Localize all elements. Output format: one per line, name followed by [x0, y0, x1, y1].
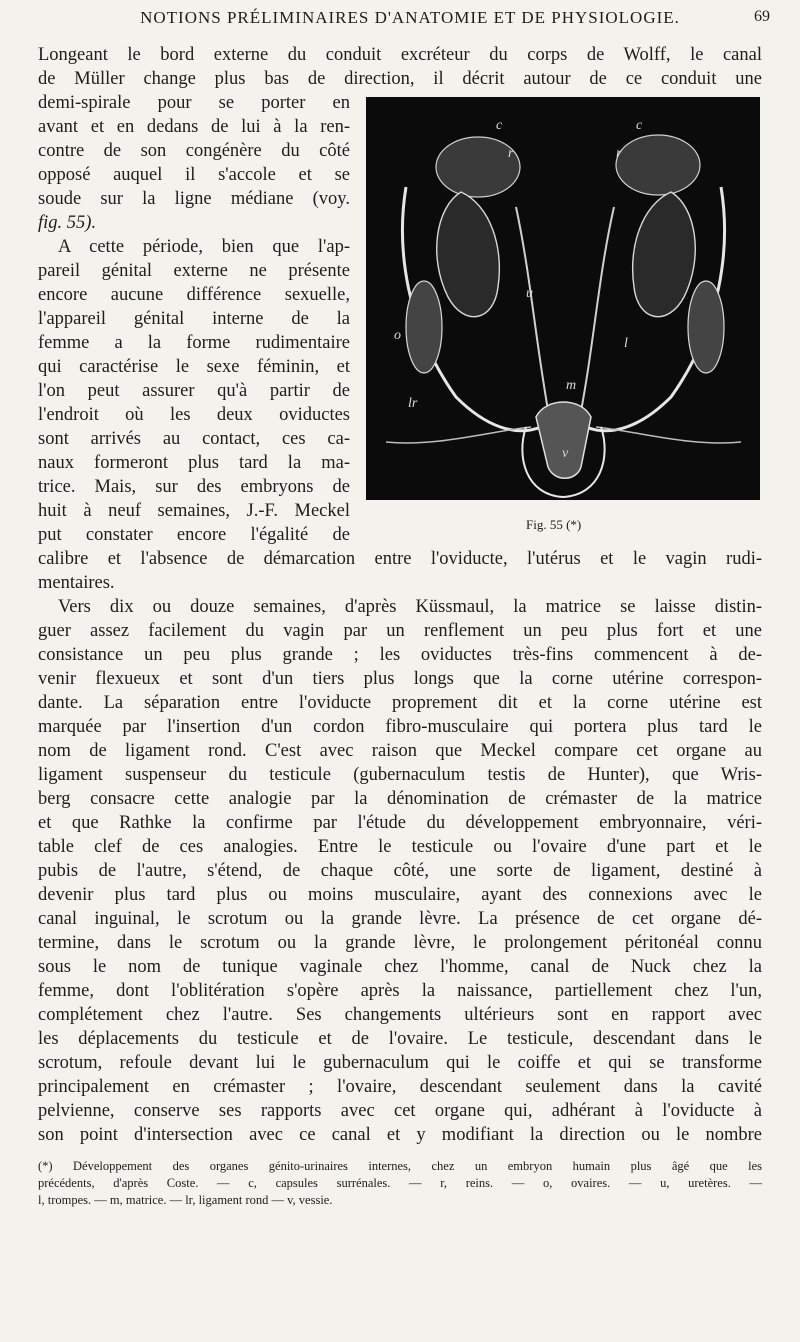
body-line: femme, dont l'oblitération s'opère après la naissance, partiellement chez l'un,: [38, 981, 762, 1001]
body-line: venir flexueux et sont d'un tiers plus longs que la corne utérine correspon-: [38, 669, 762, 689]
body-line: contre de son congénère du côté: [38, 141, 350, 161]
body-line: avant et en dedans de lui à la ren-: [38, 117, 350, 137]
body-line: opposé auquel il s'accole et se: [38, 165, 350, 185]
body-line: soude sur la ligne médiane (voy.: [38, 189, 350, 209]
body-line: de Müller change plus bas de direction, il décrit autour de ce conduit une: [38, 69, 762, 89]
body-line: Vers dix ou douze semaines, d'après Küssmaul, la matrice se laisse distin-: [58, 597, 762, 617]
embryo-organs-illustration: [366, 97, 760, 500]
body-line: nom de ligament rond. C'est avec raison que Meckel compare cet organe au: [38, 741, 762, 761]
running-head: NOTIONS PRÉLIMINAIRES D'ANATOMIE ET DE PHYSIOLOGIE.: [140, 8, 680, 27]
body-line: termine, dans le scrotum ou la grande lèvre, le prolongement péritonéal connu: [38, 933, 762, 953]
body-line: pelvienne, conserve ses rapports avec cet organe qui, adhérant à l'oviducte à: [38, 1101, 762, 1121]
figure-caption: Fig. 55 (*): [526, 517, 582, 532]
figure-label: r: [616, 146, 622, 161]
body-line: A cette période, bien que l'ap-: [58, 237, 350, 257]
figure-label: u: [526, 286, 533, 301]
body-line: l'on peut assurer qu'à partir de: [38, 381, 350, 401]
body-line: mentaires.: [38, 573, 115, 593]
anatomical-figure: [366, 97, 760, 500]
body-line: femme a la forme rudimentaire: [38, 333, 350, 353]
body-line: dante. La séparation entre l'oviducte proprement dit et la corne utérine est: [38, 693, 762, 713]
body-line: consistance un peu plus grande ; les oviductes très-fins commencent à de-: [38, 645, 762, 665]
body-line: guer assez facilement du vagin par un renflement un peu plus fort et une: [38, 621, 762, 641]
figure-label: lr: [408, 396, 418, 411]
body-line: les déplacements du testicule et de l'ovaire. Le testicule, descendant dans le: [38, 1029, 762, 1049]
body-line: principalement en crémaster ; l'ovaire, descendant seulement dans la cavité: [38, 1077, 762, 1097]
figure-label: v: [562, 446, 569, 461]
figure-label: r: [508, 146, 514, 161]
body-line: demi-spirale pour se porter en: [38, 93, 350, 113]
footnote-line: précédents, d'après Coste. — c, capsules surrénales. — r, reins. — o, ovaires. — u, uretères. —: [38, 1176, 762, 1190]
footnote-line: l, trompes. — m, matrice. — lr, ligament rond — v, vessie.: [38, 1193, 333, 1207]
body-line: pubis de l'autre, s'étend, de chaque côté, une sorte de ligament, destiné à: [38, 861, 762, 881]
body-line: table clef de ces analogies. Entre le testicule ou l'ovaire d'une part et le: [38, 837, 762, 857]
body-line: trice. Mais, sur des embryons de: [38, 477, 350, 497]
body-line: son point d'intersection avec ce canal et y modifiant la direction ou le nombre: [38, 1125, 762, 1145]
body-line: devenir plus tard plus ou moins musculaire, ayant des connexions avec le: [38, 885, 762, 905]
footnote-line: (*) Développement des organes génito-urinaires internes, chez un embryon humain plus âgé que les: [38, 1159, 762, 1173]
body-line: et que Rathke la confirme par l'étude du développement embryonnaire, véri-: [38, 813, 762, 833]
body-line: encore aucune différence sexuelle,: [38, 285, 350, 305]
body-line: huit à neuf semaines, J.-F. Meckel: [38, 501, 350, 521]
body-line: l'endroit où les deux oviductes: [38, 405, 350, 425]
body-line: qui caractérise le sexe féminin, et: [38, 357, 350, 377]
figure-label: o: [394, 328, 401, 343]
body-line: calibre et l'absence de démarcation entre l'oviducte, l'utérus et le vagin rudi-: [38, 549, 762, 569]
body-line: put constater encore l'égalité de: [38, 525, 350, 545]
body-line: l'appareil génital interne de la: [38, 309, 350, 329]
body-line: complétement chez l'autre. Ses changements ultérieurs sont en rapport avec: [38, 1005, 762, 1025]
figure-label: c: [636, 118, 643, 133]
figure-label: l: [624, 336, 628, 351]
body-line: sous le nom de tunique vaginale chez l'homme, canal de Nuck chez la: [38, 957, 762, 977]
body-line: canal inguinal, le scrotum ou la grande lèvre. La présence de cet organe dé-: [38, 909, 762, 929]
body-line: fig. 55).: [38, 213, 97, 233]
body-line: sont arrivés au contact, ces ca-: [38, 429, 350, 449]
body-line: scrotum, refoule devant lui le gubernaculum qui le coiffe et qui se transforme: [38, 1053, 762, 1073]
body-line: berg consacre cette analogie par la dénomination de crémaster de la matrice: [38, 789, 762, 809]
figure-label: c: [496, 118, 503, 133]
body-line: marquée par l'insertion d'un cordon fibro-musculaire qui portera plus tard le: [38, 717, 762, 737]
body-line: naux formeront plus tard la ma-: [38, 453, 350, 473]
body-line: pareil génital externe ne présente: [38, 261, 350, 281]
body-line: ligament suspenseur du testicule (gubernaculum testis de Hunter), que Wris-: [38, 765, 762, 785]
body-line: Longeant le bord externe du conduit excréteur du corps de Wolff, le canal: [38, 45, 762, 65]
figure-label: m: [566, 378, 577, 393]
page-number: 69: [754, 8, 770, 25]
